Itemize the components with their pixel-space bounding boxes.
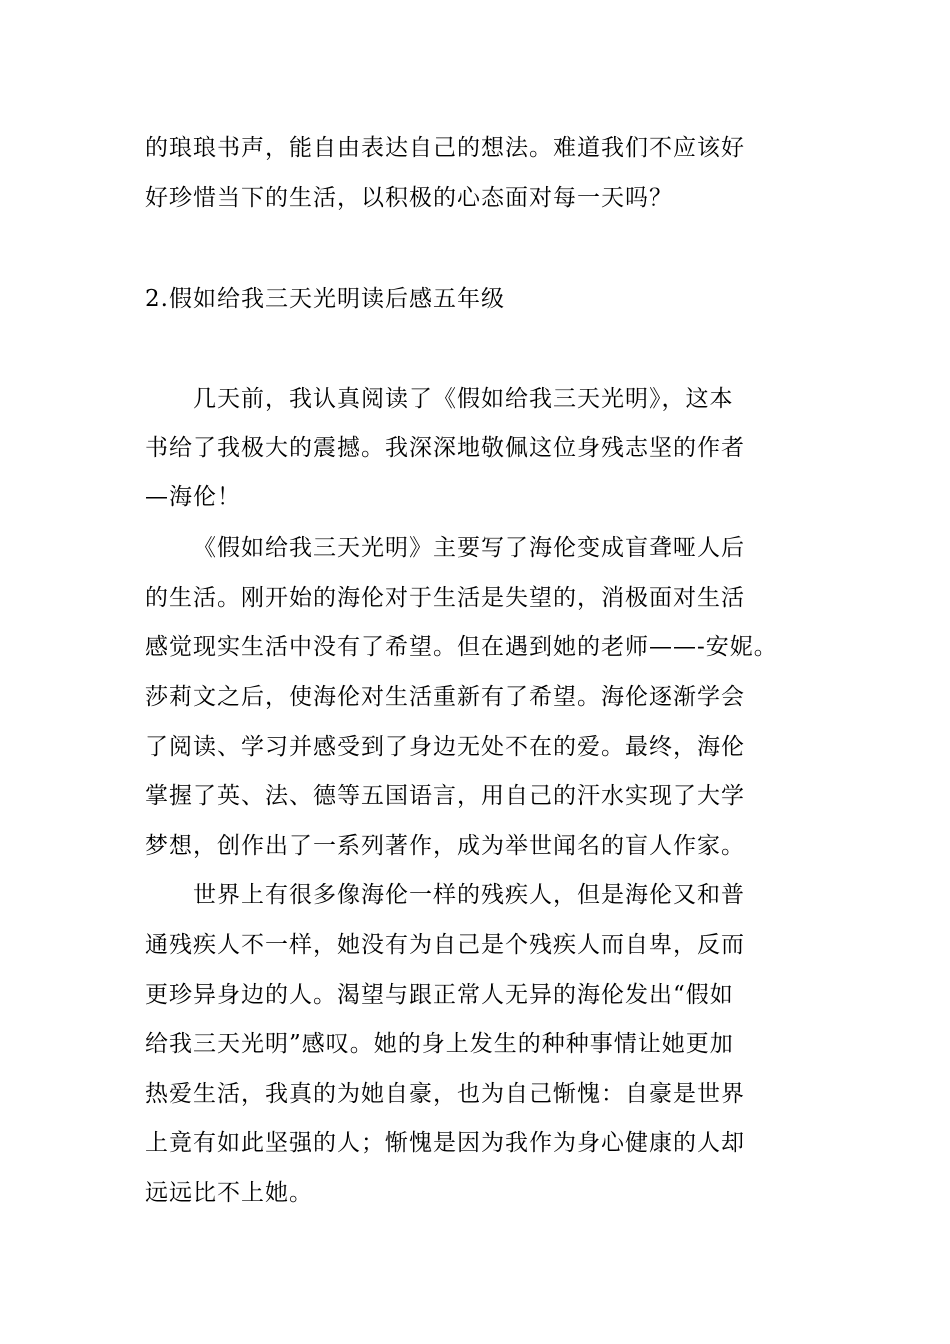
paragraph-1-line-3: —海伦！ (145, 484, 241, 510)
paragraph-2-line-4: 莎莉文之后，使海伦对生活重新有了希望。海伦逐渐学会 (145, 684, 745, 710)
paragraph-2-line-5: 了阅读、学习并感受到了身边无处不在的爱。最终，海伦 (145, 734, 745, 760)
paragraph-3-line-3: 更珍异身边的人。渴望与跟正常人无异的海伦发出“假如 (145, 982, 734, 1008)
paragraph-3-line-6: 上竟有如此坚强的人；惭愧是因为我作为身心健康的人却 (145, 1130, 745, 1156)
paragraph-2-line-3: 感觉现实生活中没有了希望。但在遇到她的老师——-安妮。 (145, 634, 778, 660)
paragraph-3-line-4: 给我三天光明”感叹。她的身上发生的种种事情让她更加 (145, 1031, 734, 1057)
intro-line-2: 好珍惜当下的生活，以积极的心态面对每一天吗？ (145, 185, 673, 211)
paragraph-1-line-1: 几天前，我认真阅读了《假如给我三天光明》，这本 (193, 386, 734, 412)
section-heading: 2.假如给我三天光明读后感五年级 (145, 286, 505, 312)
paragraph-1-line-2: 书给了我极大的震撼。我深深地敬佩这位身残志坚的作者 (145, 435, 745, 461)
paragraph-3-line-2: 通残疾人不一样，她没有为自己是个残疾人而自卑，反而 (145, 932, 745, 958)
paragraph-2-line-2: 的生活。刚开始的海伦对于生活是失望的，消极面对生活 (145, 585, 745, 611)
paragraph-2-line-7: 梦想，创作出了一系列著作，成为举世闻名的盲人作家。 (145, 833, 745, 859)
paragraph-2-line-6: 掌握了英、法、德等五国语言，用自己的汗水实现了大学 (145, 783, 745, 809)
paragraph-3-line-1: 世界上有很多像海伦一样的残疾人，但是海伦又和普 (193, 882, 745, 908)
intro-line-1: 的琅琅书声，能自由表达自己的想法。难道我们不应该好 (145, 135, 745, 161)
paragraph-2-line-1: 《假如给我三天光明》主要写了海伦变成盲聋哑人后 (193, 535, 745, 561)
paragraph-3-line-5: 热爱生活，我真的为她自豪，也为自己惭愧：自豪是世界 (145, 1081, 745, 1107)
paragraph-3-line-7: 远远比不上她。 (145, 1180, 313, 1206)
